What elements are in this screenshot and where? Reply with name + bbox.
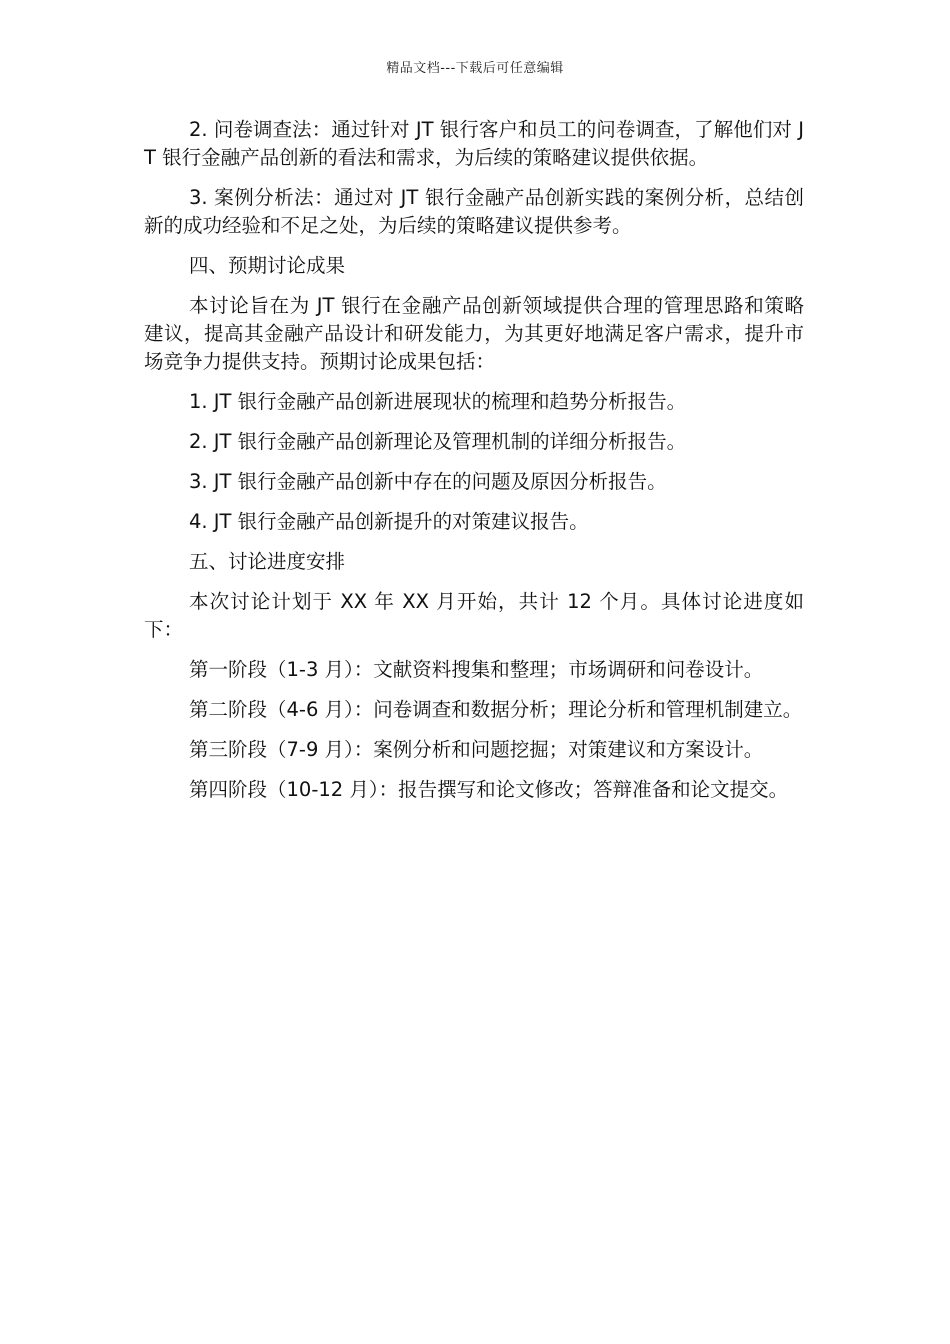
schedule-stage-4: 第四阶段（10-12 月）：报告撰写和论文修改；答辩准备和论文提交。 [189,778,789,801]
schedule-stage-2: 第二阶段（4-6 月）：问卷调查和数据分析；理论分析和管理机制建立。 [189,698,803,721]
section-heading-expected-results: 四、预期讨论成果 [189,254,346,277]
page-header: 精品文档---下载后可任意编辑 [386,61,564,76]
list-item-result-3: 3. JT 银行金融产品创新中存在的问题及原因分析报告。 [189,470,667,493]
section-heading-schedule: 五、讨论进度安排 [189,550,346,573]
schedule-stage-3: 第三阶段（7-9 月）：案例分析和问题挖掘；对策建议和方案设计。 [189,738,764,761]
list-item-result-2: 2. JT 银行金融产品创新理论及管理机制的详细分析报告。 [189,430,687,453]
list-item-result-4: 4. JT 银行金融产品创新提升的对策建议报告。 [189,510,589,533]
document-body [144,116,804,816]
paragraph-schedule-intro: 本次讨论计划于 XX 年 XX 月开始，共计 12 个月。具体讨论进度如下： [144,590,804,641]
paragraph-expected-intro: 本讨论旨在为 JT 银行在金融产品创新领域提供合理的管理思路和策略建议，提高其金融产品设计和研发能力，为其更好地满足客户需求，提升市场竞争力提供支持。预期讨论成果包括： [144,294,804,373]
paragraph-survey-method: 2. 问卷调查法：通过针对 JT 银行客户和员工的问卷调查，了解他们对 JT 银行金融产品创新的看法和需求，为后续的策略建议提供依据。 [144,118,804,169]
schedule-stage-1: 第一阶段（1-3 月）：文献资料搜集和整理；市场调研和问卷设计。 [189,658,764,681]
paragraph-case-method: 3. 案例分析法：通过对 JT 银行金融产品创新实践的案例分析，总结创新的成功经验和不足之处，为后续的策略建议提供参考。 [144,186,804,237]
list-item-result-1: 1. JT 银行金融产品创新进展现状的梳理和趋势分析报告。 [189,390,687,413]
